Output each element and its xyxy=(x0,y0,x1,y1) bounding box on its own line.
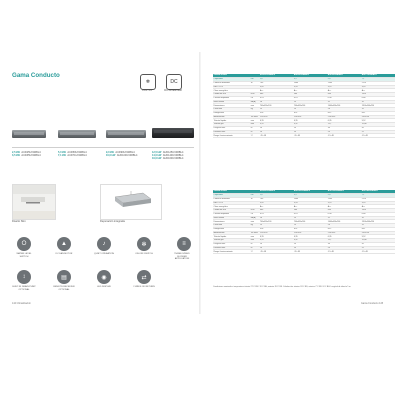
table-row: Tubería gas mm 9,52 9,52 12,7 15,88 xyxy=(213,239,395,243)
feature-caption: LED DISPLAY xyxy=(97,286,111,288)
table-row: EER / COP 3,42 3,24 3,25 3,35 xyxy=(213,201,395,205)
table-row: Capacidad kW 2,6 3,5 5,0 7,1 xyxy=(213,78,395,82)
feature-caption: WATER LEVEL SWITCH xyxy=(16,253,32,258)
filter-icon: ≡ xyxy=(177,237,191,251)
table-row: Potencia absorbida W 760 1080 1540 2120 xyxy=(213,81,395,85)
model-list xyxy=(58,151,87,157)
page-footer-left: 144 Climatización xyxy=(12,302,31,305)
top-icon-caption: COP 3.6 xyxy=(142,89,152,92)
table-row: Nivel sonoro dB(A) 28 29 32 35 xyxy=(213,100,395,104)
spec-table-2 xyxy=(213,190,395,254)
led-icon: ◉ xyxy=(97,270,111,284)
table-row: Potencia absorbida W 760 1080 1540 2120 xyxy=(213,197,395,201)
pump-icon: ▲ xyxy=(57,237,71,251)
table-row: Alimentación V/Ph/Hz 220/1/50 220/1/50 220/1/50 220/1/50 xyxy=(213,231,395,235)
model-item: 12,5 kW AUD125UX4RBL4 xyxy=(152,151,184,154)
table-row: Desnivel máx. m 10 10 20 25 xyxy=(213,130,395,134)
table-row: Clase energética A++ A++ A++ A++ xyxy=(213,89,395,93)
left-page xyxy=(0,52,199,314)
table-row: Alimentación V/Ph/Hz 220/1/50 220/1/50 220/1/50 220/1/50 xyxy=(213,115,395,119)
table-row: EER / COP 3,42 3,24 3,25 3,35 xyxy=(213,85,395,89)
feature-caption: ON-OFF SWITCH xyxy=(135,253,153,255)
feature-caption: BUILT-IN DRAIN PUMP OPTIONAL xyxy=(12,286,36,291)
table-row: Tubería líquido mm 6,35 6,35 6,35 9,52 xyxy=(213,235,395,239)
feature-caption: 2 WAYS OF RETURN xyxy=(133,286,155,288)
table-row: Caudal de aire m³/h 480 580 850 1200 xyxy=(213,93,395,97)
table-row: Longitud máx. m 20 20 30 50 xyxy=(213,242,395,246)
right-page xyxy=(201,52,400,314)
table-header-row: Unidad interior AUD25UX4RBL4 AUD35UX4RBL4 AUD50UX4RBL4 AUD71UX4RBL4 xyxy=(213,74,395,78)
table-row: Peso neto kg 19 19 24 31 xyxy=(213,108,395,112)
model-list xyxy=(12,151,41,157)
feature-caption: REMOTE RECEIVER OPTIONAL xyxy=(53,286,75,291)
page-title: Gama Conducto xyxy=(12,72,60,79)
page-footer-right: Gama Conducto 145 xyxy=(361,302,384,305)
model-item: 10,0 kW AUD100UX4RBL4 xyxy=(106,154,138,158)
table-row: Desnivel máx. m 10 10 20 25 xyxy=(213,246,395,250)
feature-caption: QUIET OPERATION xyxy=(94,253,114,255)
spec-table-1 xyxy=(213,74,395,138)
defrost-icon: ✻ xyxy=(137,237,151,251)
table-row: Refrigerante R32 R32 R32 R32 xyxy=(213,227,395,231)
model-item: 2,5 kW AUD25UX4RBL4 xyxy=(12,151,41,154)
photo-caption: Diseño Slim xyxy=(12,220,26,223)
feature-caption: THREE SPEED BLOWER APPLICATION xyxy=(174,253,190,261)
table-row: Dimensiones mm 700x450x200 700x450x200 1000x450x200 1200x500x250 xyxy=(213,220,395,224)
model-item: 7,1 kW AUD71UX4RBL4 xyxy=(58,154,87,158)
inverter-icon: DC xyxy=(166,74,182,90)
duct-unit-small xyxy=(12,130,46,138)
duct-unit-large xyxy=(106,130,146,138)
photo-caption: Depuración integrada xyxy=(100,220,125,223)
top-icon-caption: DC INVERTER xyxy=(164,89,182,92)
remote-icon: ▤ xyxy=(57,270,71,284)
table-row: Longitud máx. m 20 20 30 50 xyxy=(213,126,395,130)
table-row: Rango funcionamiento °C -15~48 -15~48 -15~48 -15~48 xyxy=(213,250,395,254)
table-row: Nivel sonoro dB(A) 28 29 32 35 xyxy=(213,216,395,220)
airflow-icon: ⇄ xyxy=(137,270,151,284)
model-list xyxy=(152,151,183,161)
catalog-spread xyxy=(0,52,400,314)
model-item: 5,0 kW AUD50UX4RBL4 xyxy=(58,151,87,154)
divider xyxy=(12,147,194,148)
table-row: Tubería gas mm 9,52 9,52 12,7 15,88 xyxy=(213,123,395,127)
water-pump-icon: ⭘ xyxy=(17,237,31,251)
duct-unit-medium xyxy=(58,130,96,138)
model-item: 14,0 kW AUD140UX4RBL4 xyxy=(152,154,184,158)
feature-caption: DC FAN MOTOR xyxy=(55,253,73,255)
table-row: Refrigerante R32 R32 R32 R32 xyxy=(213,111,395,115)
installed-duct-photo xyxy=(12,184,56,220)
thermostat-icon: ❄ xyxy=(140,74,156,90)
table-row: Tubería líquido mm 6,35 6,35 6,35 9,52 xyxy=(213,119,395,123)
table-row: Caudal de aire m³/h 480 580 850 1200 xyxy=(213,209,395,213)
duct-diagram-photo xyxy=(100,184,162,220)
table-row: Peso neto kg 19 19 24 31 xyxy=(213,224,395,228)
table-row: Capacidad kW 2,6 3,5 5,0 7,1 xyxy=(213,194,395,198)
model-item: 9,0 kW AUD90UX4RBL4 xyxy=(106,151,135,154)
model-item: 3,5 kW AUD35UX4RBL4 xyxy=(12,154,41,158)
footnote: Condiciones nominales: temperatura interior 27°C BS / 19°C BH, exterior 35°C BS. Calefacción: interior 20°C BS, exterior 7°C BS / 6°C BH. Longitud de tubería 5 m. xyxy=(213,286,352,288)
table-header-row: Unidad interior AUD90UX4RBL4 AUD100UX4RBL4 AUD125UX4RBL4 AUD140UX4RBL4 xyxy=(213,190,395,194)
table-row: Rango funcionamiento °C -15~48 -15~48 -15~48 -15~48 xyxy=(213,134,395,138)
pump-built-in-icon: ↕ xyxy=(17,270,31,284)
quiet-icon: ♪ xyxy=(97,237,111,251)
table-row: Presión disponible Pa 0-25 0-25 0-50 0-80 xyxy=(213,212,395,216)
model-item: 16,0 kW AUD160UX4RBL4 xyxy=(152,157,184,161)
table-row: Presión disponible Pa 0-25 0-25 0-50 0-80 xyxy=(213,96,395,100)
model-list xyxy=(106,151,137,157)
table-row: Clase energética A++ A++ A++ A++ xyxy=(213,205,395,209)
duct-unit-xlarge xyxy=(152,128,194,138)
table-row: Dimensiones mm 700x450x200 700x450x200 1000x450x200 1200x500x250 xyxy=(213,104,395,108)
